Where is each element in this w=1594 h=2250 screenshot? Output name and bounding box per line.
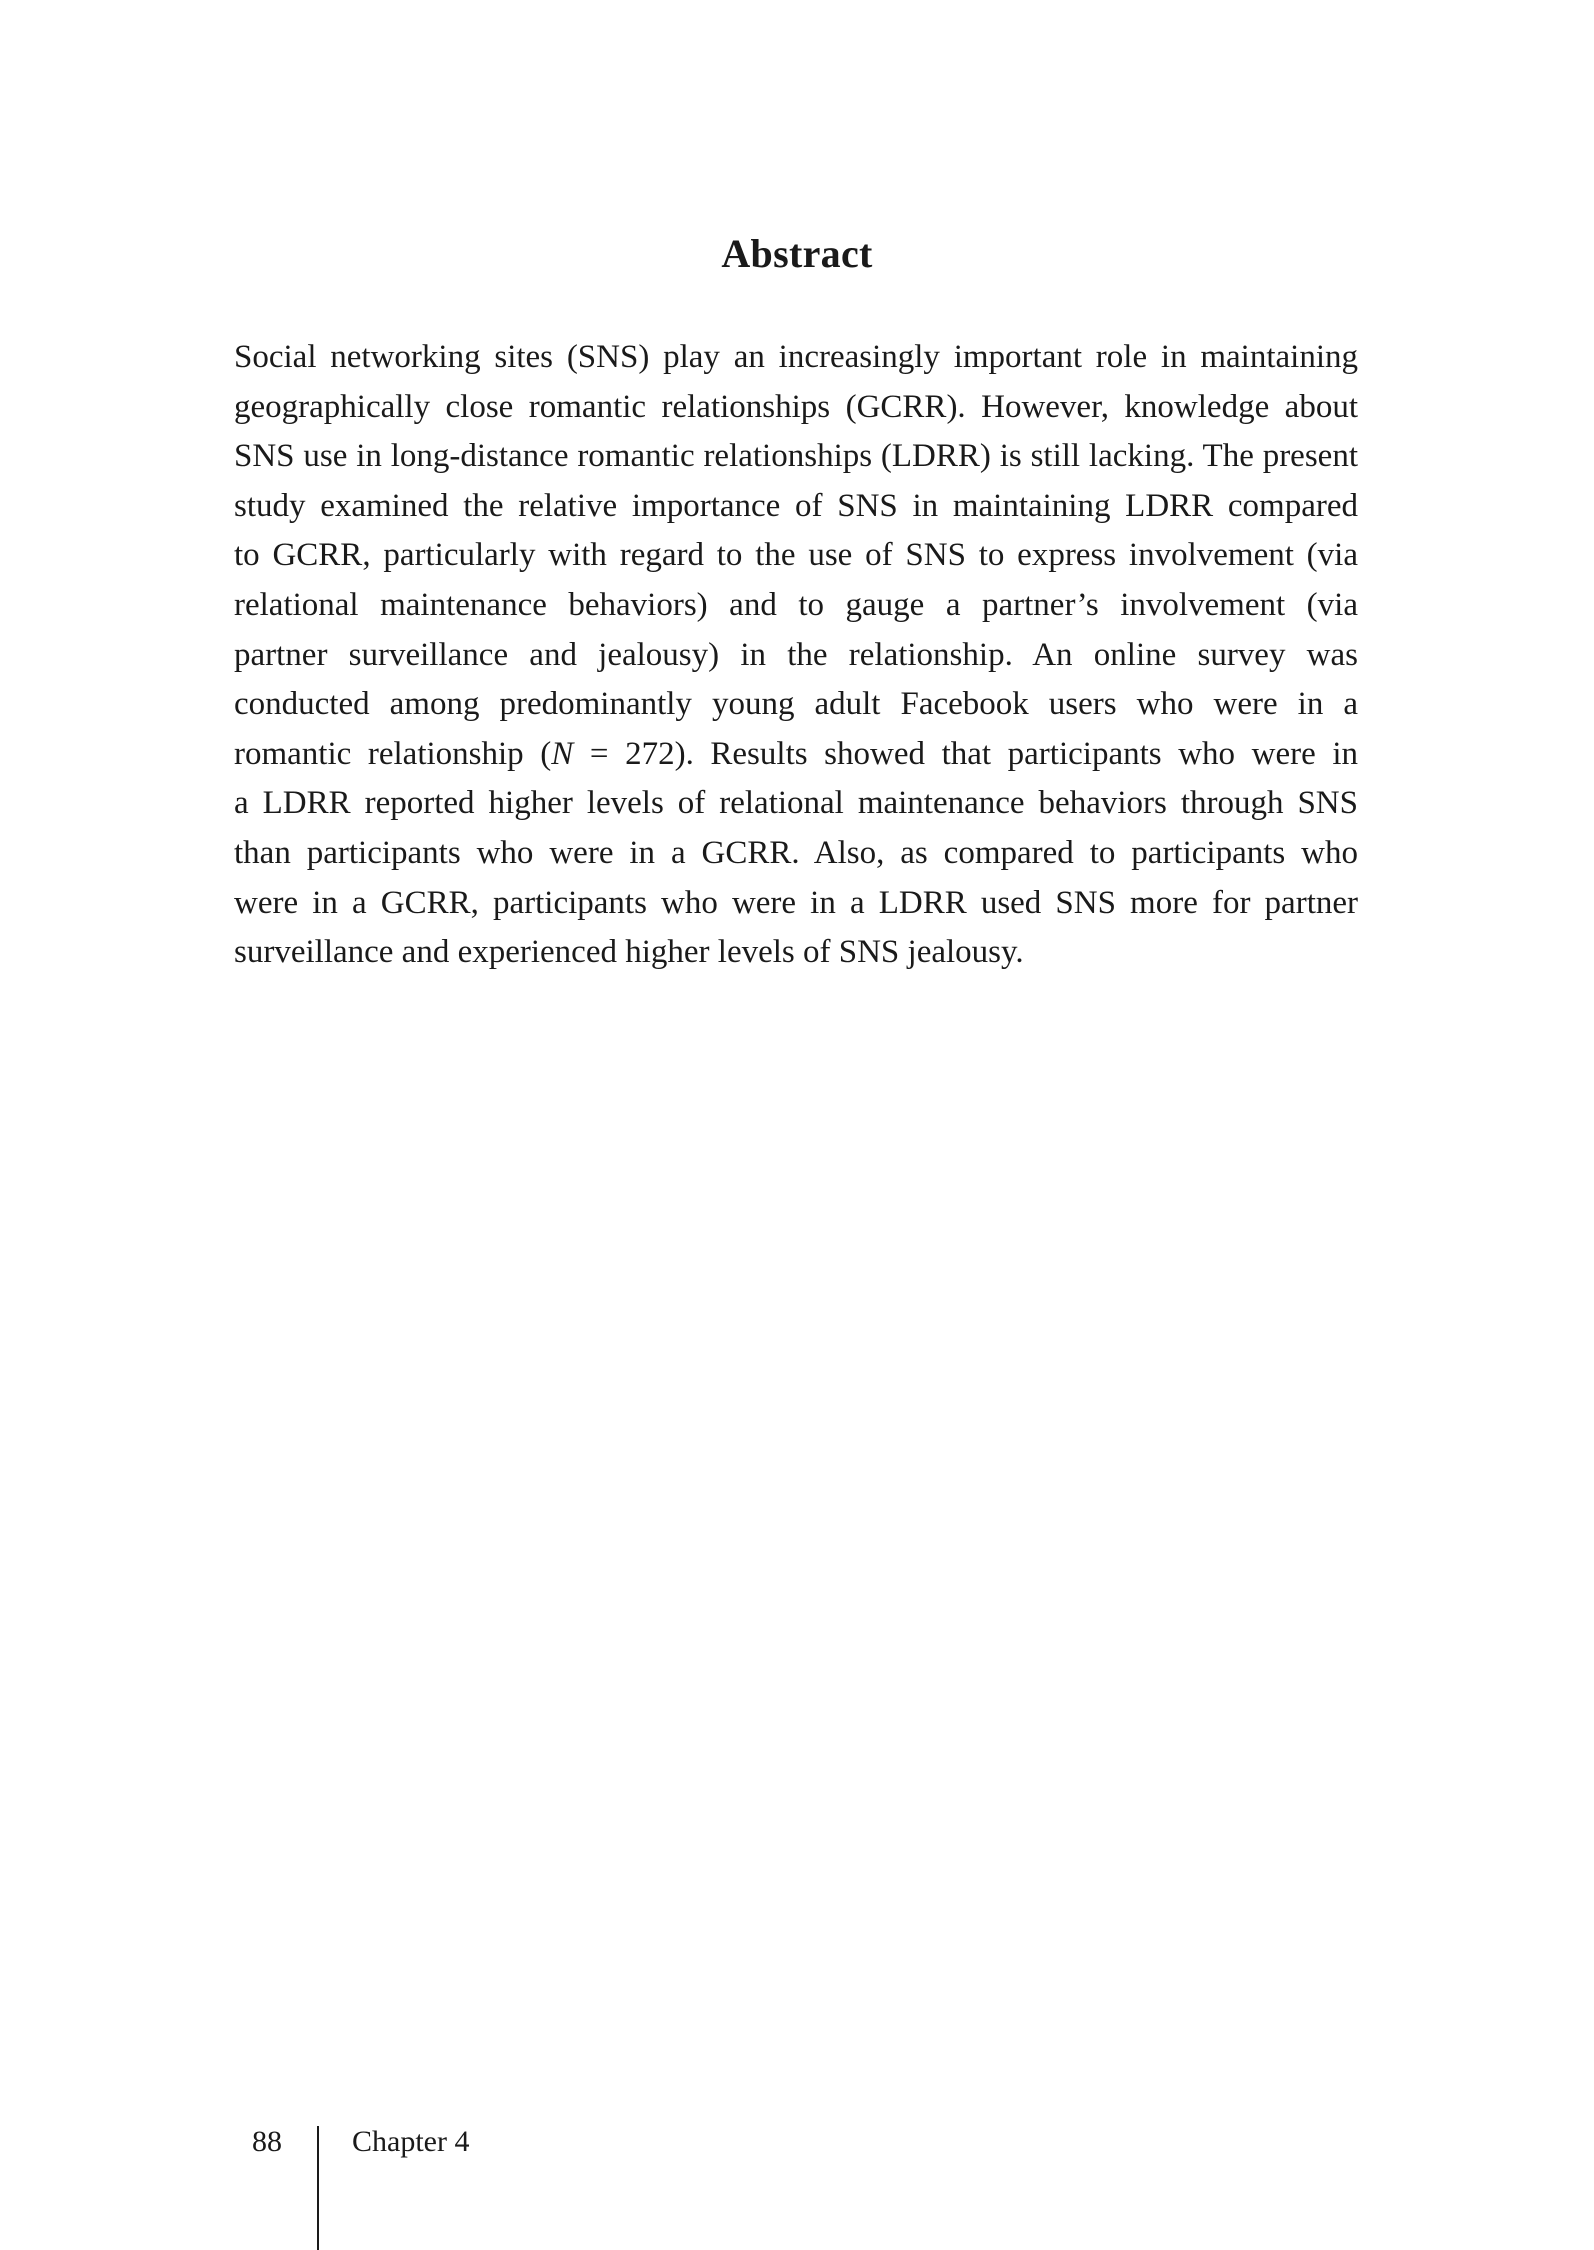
abstract-line: to GCRR, particularly with regard to the use of SNS to express involvement (via — [234, 537, 1358, 574]
abstract-line: were in a GCRR, participants who were in a LDRR used SNS more for partner — [234, 884, 1358, 921]
footer-divider — [317, 2126, 319, 2250]
abstract-line: surveillance and experienced higher levels of SNS jealousy. — [234, 934, 1024, 971]
abstract-line: a LDRR reported higher levels of relational maintenance behaviors through SNS — [234, 785, 1358, 822]
abstract-line: study examined the relative importance of SNS in maintaining LDRR compared — [234, 487, 1358, 524]
sample-size-symbol: N — [551, 735, 574, 772]
abstract-line: romantic relationship (N = 272). Results showed that participants who were in — [234, 735, 1358, 772]
page-footer — [0, 2110, 1594, 2250]
abstract-line: SNS use in long-distance romantic relationships (LDRR) is still lacking. The present — [234, 438, 1358, 475]
abstract-line: conducted among predominantly young adult Facebook users who were in a — [234, 686, 1358, 723]
page-number: 88 — [252, 2125, 282, 2158]
section-heading: Abstract — [721, 231, 873, 276]
abstract-line: partner surveillance and jealousy) in the relationship. An online survey was — [234, 636, 1358, 673]
abstract-line: than participants who were in a GCRR. Also, as compared to participants who — [234, 834, 1358, 871]
abstract-line: Social networking sites (SNS) play an increasingly important role in maintaining — [234, 339, 1358, 375]
abstract-paragraph — [234, 333, 1358, 978]
abstract-line: geographically close romantic relationships (GCRR). However, knowledge about — [234, 388, 1358, 425]
abstract-line: relational maintenance behaviors) and to gauge a partner’s involvement (via — [234, 586, 1358, 623]
chapter-label: Chapter 4 — [352, 2125, 470, 2158]
